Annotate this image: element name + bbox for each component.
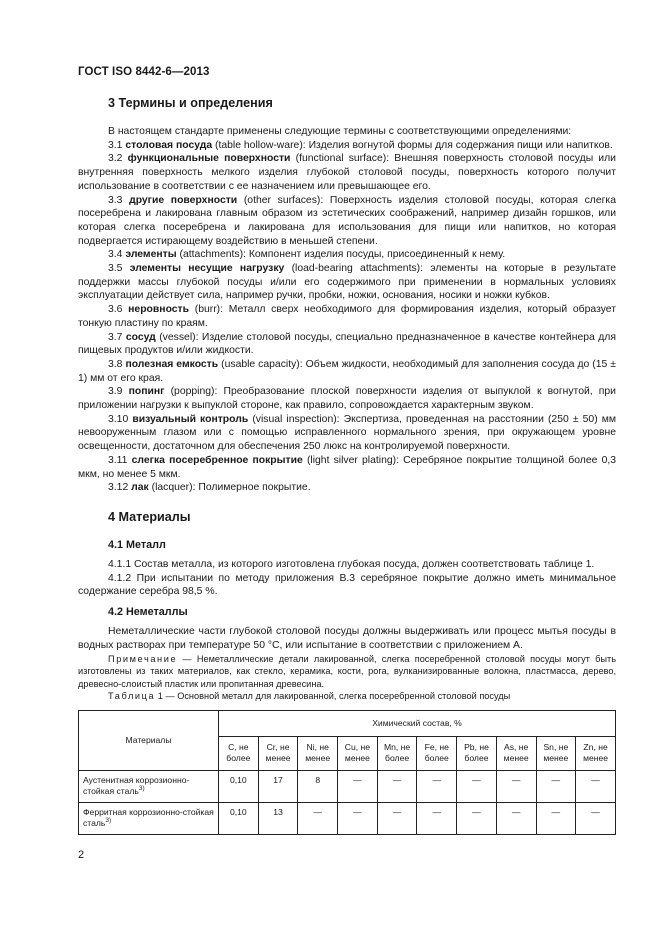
footnote-mark: 3) [138,785,145,793]
term-number: 3.9 [108,386,123,398]
term-definition [78,139,616,153]
section-3-intro: В настоящем стандарте применены следующие термины с соответствующими определениями: [108,126,572,137]
header-element: С, не более [219,736,259,770]
header-element: Cr, не менее [258,736,298,770]
table-row [79,802,616,834]
term-number: 3.6 [108,304,123,316]
term-definition [78,385,616,412]
term-text: (functional surface): Внешняя поверхность столовой посуды или внутренняя поверхность мелкого изделия глубокой столовой посуды, поверхность которого получит использование в соответствии с ее назначением или превышающее его. [78,153,616,192]
material-cell [79,802,219,834]
header-element: As, не менее [496,736,536,770]
table-row [79,770,616,802]
value-cell: 13 [258,802,298,834]
term-number: 3.12 [108,482,129,494]
table-caption-text: 1 — Основной металл для лакированной, слегка посеребренной столовой посуды [155,691,511,702]
value-cell: — [496,770,536,802]
term-definition [78,331,616,358]
term-text: (lacquer): Полимерное покрытие. [148,482,311,494]
term-name: слегка посеребренное покрытие [131,454,303,466]
term-text: (burr): Металл сверх необходимого для формирования изделия, который образует тонкую пластину по краям. [78,304,616,329]
note-text: — Неметаллические детали лакированной, слегка посеребренной столовой посуды могут быть изготовлены из таких материалов, как стекло, керамика, кости, рога, вулканизированные волокна, пластмасса, дерево, древесно-слоистый пластик или пропитанная древесина. [78,653,616,689]
term-name: элементы несущие нагрузку [129,263,285,275]
term-number: 3.4 [108,249,123,261]
value-cell: — [298,802,338,834]
term-definition [78,358,616,385]
header-element: Mn, не более [377,736,417,770]
term-definition [78,454,616,481]
term-number: 3.3 [108,194,123,206]
term-name: визуальный контроль [132,413,249,425]
value-cell: — [576,802,616,834]
term-text: (popping): Преобразование плоской поверхности изделия от выпуклой к вогнутой, при приложении нагрузки к выпуклой стороне, как правило, сопровождается характерным звуком. [78,386,616,412]
term-definition [78,262,616,303]
term-name: лак [131,482,149,494]
value-cell: — [338,770,378,802]
term-number: 3.11 [108,454,128,466]
header-element: Zn, не менее [576,736,616,770]
value-cell: 0,10 [219,770,259,802]
page-number: 2 [78,849,85,861]
term-name: столовая посуда [125,139,213,151]
term-number: 3.8 [108,358,123,370]
term-definition [78,413,616,454]
terms-list [78,139,616,495]
paragraph-4-1-1: 4.1.1 Состав металла, из которого изготовлена глубокая посуда, должен соответствовать таблице 1. [108,558,595,570]
term-definition [78,248,616,262]
value-cell: 8 [298,770,338,802]
term-name: другие поверхности [129,194,238,206]
header-materials: Материалы [79,710,219,770]
value-cell: — [536,802,576,834]
material-cell [79,770,219,802]
term-number: 3.5 [108,263,123,275]
section-4-2-title: 4.2 Неметаллы [108,606,188,619]
table-caption-label: Таблица [108,691,156,702]
section-4-title: 4 Материалы [108,509,191,524]
header-element: Cu, не менее [338,736,378,770]
paragraph-4-1-2: 4.1.2 При испытании по методу приложения В.3 серебряное покрытие должно иметь минимальное содержание серебра 98,5 %. [78,572,616,598]
header-element: Pb, не более [457,736,497,770]
note [78,653,616,691]
value-cell: — [576,770,616,802]
term-text: (vessel): Изделие столовой посуды, специально предназначенное в качестве контейнера для пищевых продуктов и/или жидкости. [78,331,616,357]
footnote-mark: 3) [105,817,112,825]
composition-table [78,710,616,835]
term-name: неровность [128,304,190,316]
header-element: Ni, не менее [298,736,338,770]
term-name: полезная емкость [125,358,219,370]
value-cell: 0,10 [219,802,259,834]
term-definition [78,481,616,495]
term-text: (attachments): Компонент изделия посуды, присоединенный к нему. [176,249,506,261]
document-header: ГОСТ ISO 8442-6—2013 [78,66,210,78]
note-label: Примечание [108,653,178,664]
term-text: (other surfaces): Поверхность изделия столовой посуды, которая слегка посеребрена и лакирована главным образом из эстетических соображений, например дизайн горшков, или которая слегка посеребрена и лакирована для использования для пищи или напитков, но которая подвергается истирающему воздействию в меньшей степени. [78,194,616,247]
section-4-1-title: 4.1 Металл [108,538,166,551]
value-cell: — [338,802,378,834]
material-name: Ферритная коррозионно-стойкая сталь [83,806,214,829]
term-name: элементы [125,249,177,261]
paragraph-4-2: Неметаллические части глубокой столовой посуды должны выдерживать или процесс мытья посуды в водных растворах при температуре 50 °С, или испытание в соответствии с приложением А. [78,626,616,651]
term-definition [78,152,616,193]
term-name: попинг [128,386,165,398]
value-cell: — [457,802,497,834]
value-cell: — [377,802,417,834]
value-cell: — [417,770,457,802]
term-number: 3.10 [108,413,129,425]
value-cell: — [536,770,576,802]
term-text: (visual inspection): Экспертиза, проведенная на расстоянии (250 ± 50) мм невооруженным глазом или с помощью исправленного нормального зрения, при окружающем уровне освещенности, достаточном для обеспечения 250 люкс на контролируемой поверхности. [78,413,617,453]
table-caption [78,690,616,704]
term-name: сосуд [125,331,156,343]
term-text: (light silver plating): Серебряное покрытие толщиной более 0,3 мкм, но менее 5 мкм. [78,454,617,480]
term-definition [78,194,616,249]
term-text: (usable capacity): Объем жидкости, необходимый для заполнения сосуда до (15 ± 1) мм от его края. [78,358,616,384]
term-number: 3.1 [108,139,123,151]
value-cell: — [496,802,536,834]
term-name: функциональные поверхности [127,153,291,165]
material-name: Аустенитная коррозионно-стойкая сталь [83,774,190,797]
page-content [78,96,616,835]
term-text: (table hollow-ware): Изделия вогнутой формы для содержания пищи или напитков. [212,139,613,151]
term-number: 3.2 [108,153,123,165]
header-element: Fe, не более [417,736,457,770]
term-definition [78,303,616,330]
header-composition: Химический состав, % [219,710,616,736]
value-cell: 17 [258,770,298,802]
value-cell: — [377,770,417,802]
section-3-title: 3 Термины и определения [108,96,273,110]
term-text: (load-bearing attachments): элементы на которые в результате поддержки массы глубокой посуды и/или его содержимого при применении в нормальных условиях эксплуатации действует сила, например ручки, пробки, ножки, основания, носики и ножки кубков. [78,263,616,302]
value-cell: — [417,802,457,834]
term-number: 3.7 [108,331,123,343]
header-element: Sn, не менее [536,736,576,770]
value-cell: — [457,770,497,802]
